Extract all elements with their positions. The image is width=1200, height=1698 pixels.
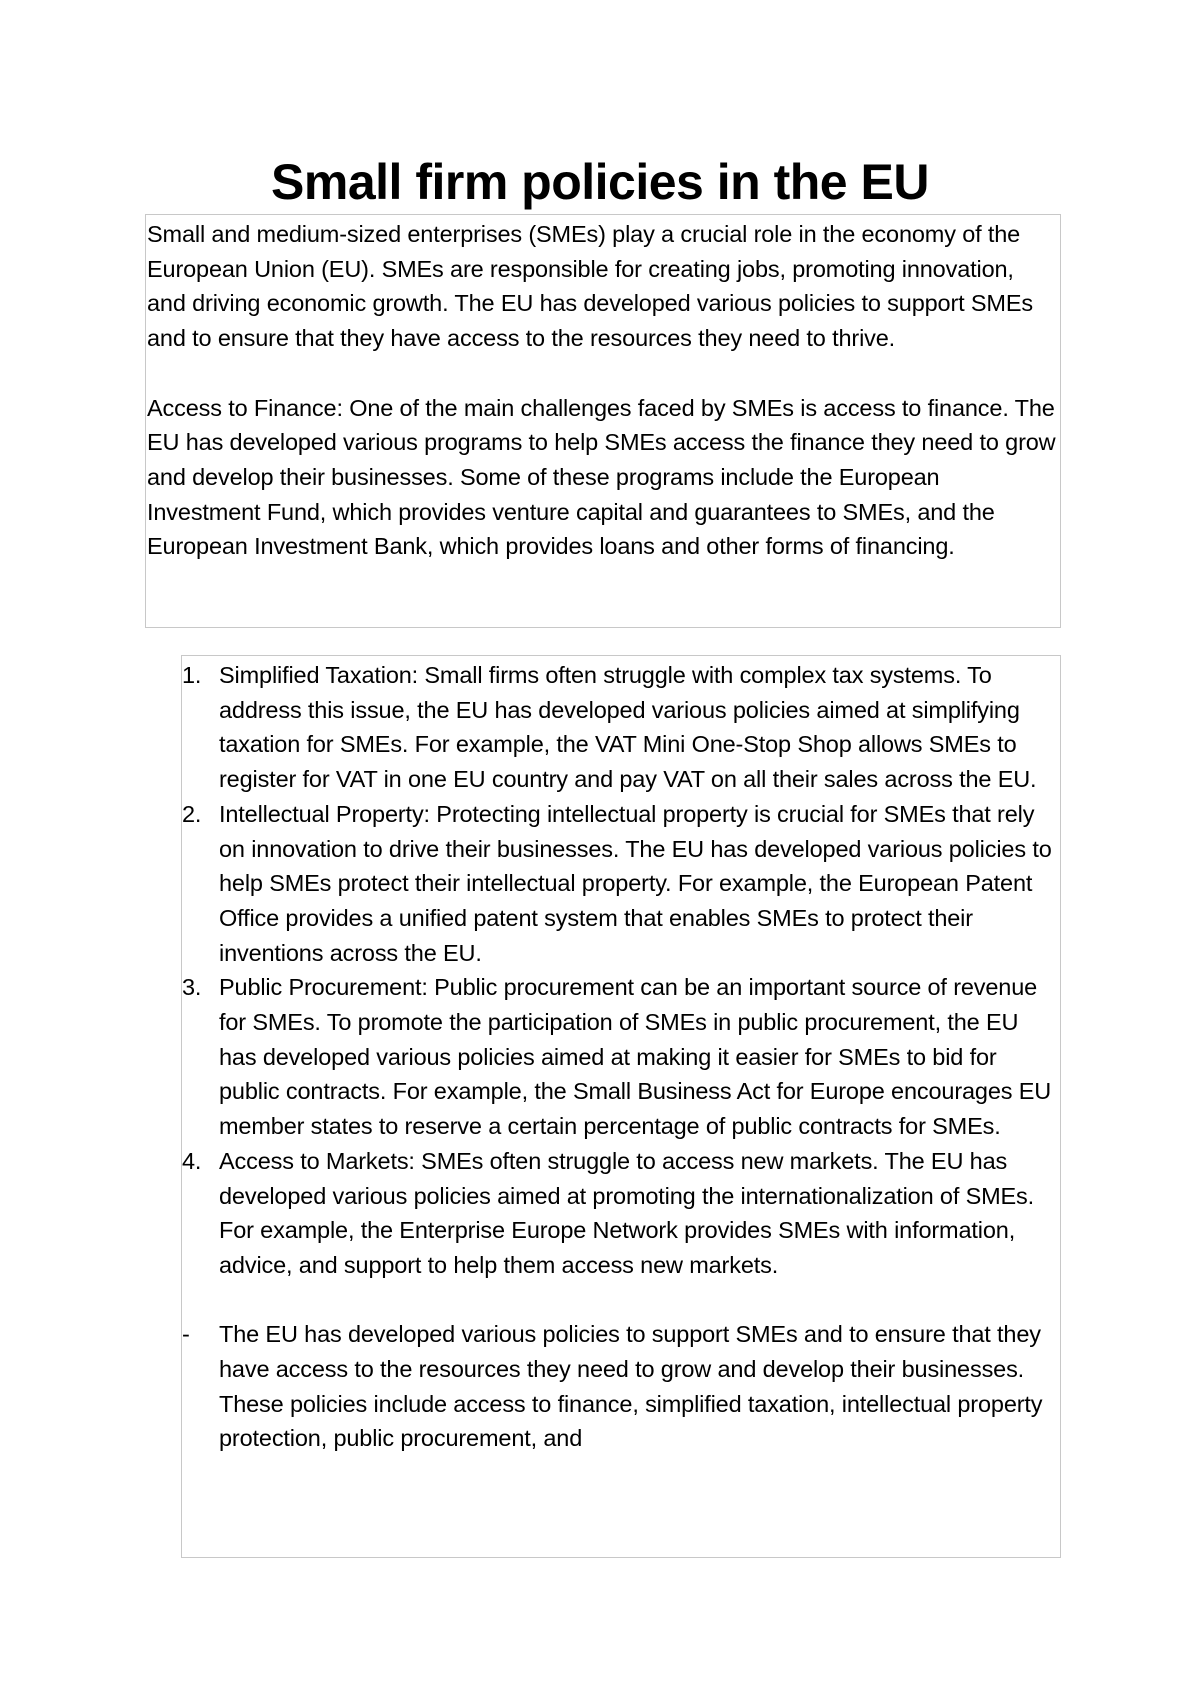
list-item-text: Public Procurement: Public procurement can be an important source of revenue for SMEs. To promote the participation of SMEs in public procurement, the EU has developed various policies aimed at making it easier for SMEs to bid for public contracts. For example, the Small Business Act for Europe encourages EU member states to reserve a certain percentage of public contracts for SMEs. [219, 974, 1052, 1140]
list-item-text: Access to Markets: SMEs often struggle to access new markets. The EU has developed various policies aimed at promoting the internationalization of SMEs. For example, the Enterprise Europe Network provides SMEs with information, advice, and support to help them access new markets. [219, 1147, 1035, 1278]
list-number: 2. [182, 800, 202, 827]
document-title: Small firm policies in the EU [271, 154, 929, 210]
numbered-list [182, 658, 1056, 1283]
dash-marker: - [182, 1321, 190, 1348]
list-spacer [182, 1283, 1056, 1318]
intro-paragraph: Small and medium-sized enterprises (SMEs) play a crucial role in the economy of the European Union (EU). SMEs are responsible for creating jobs, promoting innovation, and driving economic growth. The EU has developed various policies to support SMEs and to ensure that they have access to the resources they need to thrive. [147, 221, 1033, 352]
list-number: 4. [182, 1147, 202, 1174]
list-item [182, 1144, 1056, 1283]
list-item [182, 970, 1056, 1144]
list-number: 1. [182, 662, 202, 688]
policy-list-box[interactable] [181, 655, 1061, 1558]
list-item [182, 797, 1056, 971]
access-to-finance-paragraph: Access to Finance: One of the main challenges faced by SMEs is access to finance. The EU has developed various programs to help SMEs access the finance they need to grow and develop their businesses. Some of these programs include the European Investment Fund, which provides venture capital and guarantees to SMEs, and the European Investment Bank, which provides loans and other forms of financing. [147, 394, 1056, 560]
list-item-text: Intellectual Property: Protecting intellectual property is crucial for SMEs that rely on innovation to drive their businesses. The EU has developed various policies to help SMEs protect their intellectual property. For example, the European Patent Office provides a unified patent system that enables SMEs to protect their inventions across the EU. [219, 800, 1052, 966]
conclusion-text: The EU has developed various policies to support SMEs and to ensure that they have access to the resources they need to grow and develop their businesses. These policies include access to finance, simplified taxation, intellectual property protection, public procurement, and [219, 1321, 1043, 1452]
list-number: 3. [182, 974, 202, 1001]
conclusion-item [182, 1317, 1056, 1456]
list-item-text: Simplified Taxation: Small firms often struggle with complex tax systems. To address this issue, the EU has developed various policies aimed at simplifying taxation for SMEs. For example, the VAT Mini One-Stop Shop allows SMEs to register for VAT in one EU country and pay VAT on all their sales across the EU. [219, 662, 1037, 793]
intro-text-box[interactable] [145, 214, 1061, 628]
list-item [182, 658, 1056, 797]
